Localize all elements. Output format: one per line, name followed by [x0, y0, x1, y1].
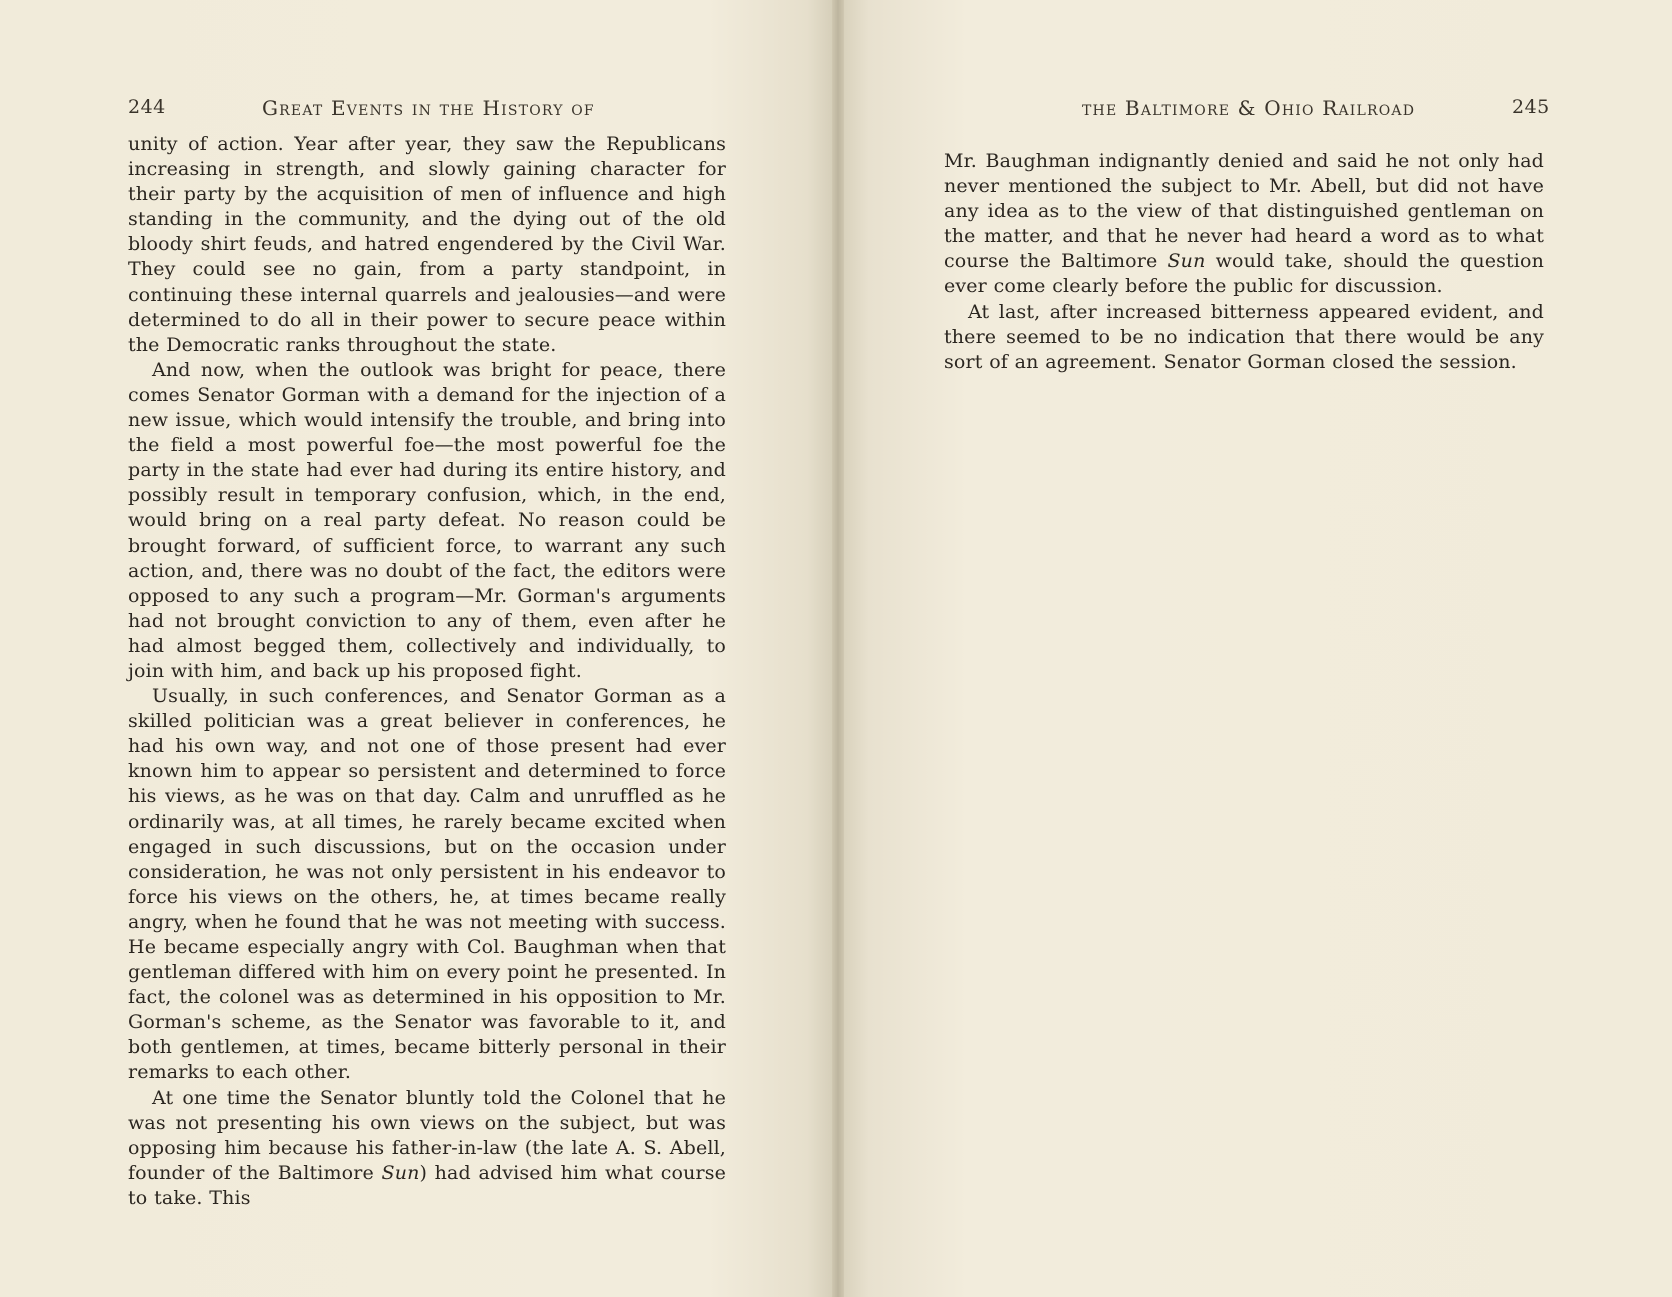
page-number: 245	[1512, 96, 1550, 118]
right-page	[844, 0, 1672, 1297]
body-text	[128, 132, 726, 1211]
text-run: ) had advised him what course to take. This	[128, 1161, 726, 1209]
page-number: 244	[128, 96, 166, 118]
paragraph: At last, after increased bitterness appeared evident, and there seemed to be no indication that there would be any sort of an agreement. Senator Gorman closed the session.	[944, 300, 1544, 373]
paragraph	[944, 149, 1544, 300]
text-run: would take, should the question ever come clearly before the public for discussion.	[944, 250, 1544, 298]
running-head: Great Events in the History of	[262, 96, 595, 120]
text-run: At one time the Senator bluntly told the Colonel that he was not presenting his own views on the subject, but was opposing him because his father-in-law (the late A. S. Abell, founder of the Baltimore	[128, 1086, 726, 1184]
italic-title: Sun	[381, 1161, 420, 1184]
text-run: Mr. Baughman indignantly denied and said he not only had never mentioned the subject to Mr. Abell, but did not have any idea as to the view of that distinguished gentleman on the matter, and that he never had heard a word as to what course the Baltimore	[944, 150, 1544, 273]
body-text	[944, 149, 1544, 375]
left-page	[0, 0, 832, 1297]
book-gutter	[832, 0, 844, 1297]
italic-title: Sun	[1167, 250, 1206, 273]
paragraph: Usually, in such conferences, and Senator Gorman as a skilled politician was a great believer in conferences, he had his own way, and not one of those present had ever known him to appear so persistent and determined to force his views, as he was on that day. Calm and unruffled as he ordinarily was, at all times, he rarely became excited when engaged in such discussions, but on the occasion under consideration, he was not only persistent in his endeavor to force his views on the others, he, at times became really angry, when he found that he was not meeting with success. He became especially angry with Col. Baughman when that gentleman differed with him on every point he presented. In fact, the colonel was as determined in his opposition to Mr. Gorman's scheme, as the Senator was favorable to it, and both gentlemen, at times, became bitterly personal in their remarks to each other.	[128, 685, 726, 1084]
paragraph: unity of action. Year after year, they saw the Republicans increasing in strength, and slowly gaining character for their party by the acquisition of men of influence and high standing in the community, and the dying out of the old bloody shirt feuds, and hatred engendered by the Civil War. They could see no gain, from a party standpoint, in continuing these internal quarrels and jealousies—and were determined to do all in their power to secure peace within the Democratic ranks throughout the state.	[128, 133, 726, 356]
paragraph	[128, 1086, 726, 1211]
paragraph: And now, when the outlook was bright for peace, there comes Senator Gorman with a demand for the injection of a new issue, which would intensify the trouble, and bring into the field a most powerful foe—the most powerful foe the party in the state had ever had during its entire history, and possibly result in temporary confusion, which, in the end, would bring on a real party defeat. No reason could be brought forward, of sufficient force, to warrant any such action, and, there was no doubt of the fact, the editors were opposed to any such a program—Mr. Gorman's arguments had not brought conviction to any of them, even after he had almost begged them, collectively and individually, to join with him, and back up his proposed fight.	[128, 358, 726, 682]
running-head: the Baltimore & Ohio Railroad	[1082, 96, 1416, 120]
